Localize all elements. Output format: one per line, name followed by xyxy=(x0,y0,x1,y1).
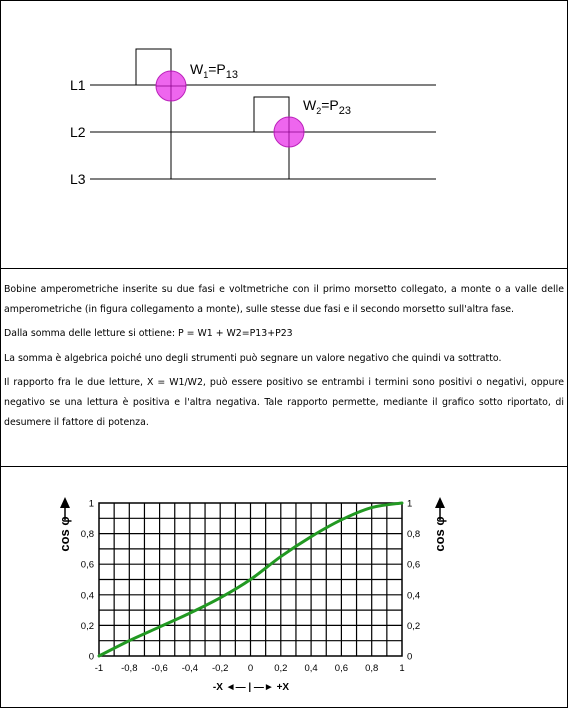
description-text xyxy=(4,280,564,437)
x-tick-label: -0,2 xyxy=(212,663,229,674)
y-tick-label-right: 1 xyxy=(407,498,413,510)
paragraph-sum: Dalla somma delle letture si ottiene: P = W1 + W2=P13+P23 xyxy=(4,328,293,340)
paragraph-coils: Bobine amperometriche inserite su due fasi e voltmetriche con il primo morsetto collegato, a monte o a valle delle amperometriche (in figura collegamento a monte), sulle stesse due fasi e il secondo morsetto sull'altra fase. xyxy=(4,284,564,315)
y-axis-label-left-text: cos φ xyxy=(57,516,72,552)
x-tick-label: 0,2 xyxy=(274,663,288,674)
x-tick-label: 0,4 xyxy=(304,663,318,674)
y-tick-label-right: 0,6 xyxy=(407,559,421,571)
y-tick-label-right: 0,4 xyxy=(407,590,421,602)
paragraph-algebraic: La somma è algebrica poiché uno degli strumenti può segnare un valore negativo che quindi va sottratto. xyxy=(4,352,502,364)
x-tick-label: 0,6 xyxy=(334,663,349,674)
label-l2: L2 xyxy=(70,124,86,140)
label-l3: L3 xyxy=(70,171,86,187)
label-l1: L1 xyxy=(70,77,86,93)
y-tick-label-right: 0,2 xyxy=(407,620,421,632)
wattmeter-1-label: $W_1=P_{13}$ xyxy=(190,61,238,81)
x-tick-label: 1 xyxy=(399,663,405,674)
wattmeter-2-label: $W_2=P_{23}$ xyxy=(303,97,351,117)
y-axis-label-right-text: cos φ xyxy=(432,516,447,552)
x-tick-label: -0,6 xyxy=(151,663,168,674)
y-tick-label-left: 0,4 xyxy=(80,590,94,602)
wattmeter-2-symbol xyxy=(274,117,304,147)
wattmeter-1-symbol xyxy=(156,71,186,101)
y-tick-label-left: 1 xyxy=(88,498,94,510)
x-tick-label: 0,8 xyxy=(365,663,379,674)
divider-bottom xyxy=(0,466,568,467)
y-tick-label-right: 0 xyxy=(407,651,413,663)
x-axis-label: -X ◄— | —► +X xyxy=(212,682,290,693)
y-tick-label-left: 0 xyxy=(88,651,94,663)
divider-top xyxy=(0,268,568,269)
x-tick-label: -1 xyxy=(94,663,104,674)
y-axis-label-left xyxy=(57,516,72,551)
x-tick-label: 0 xyxy=(247,663,254,674)
y-tick-label-left: 0,2 xyxy=(80,620,94,632)
y-tick-label-left: 0,6 xyxy=(80,559,94,571)
y-tick-label-right: 0,8 xyxy=(407,529,421,541)
x-tick-label: -0,8 xyxy=(121,663,138,674)
y-tick-label-left: 0,8 xyxy=(80,529,94,541)
power-factor-chart xyxy=(0,468,568,708)
y-axis-label-right xyxy=(432,516,447,551)
circuit-diagram xyxy=(0,0,568,268)
x-tick-label: -0,4 xyxy=(181,663,199,674)
paragraph-ratio: Il rapporto fra le due letture, X = W1/W2, può essere positivo se entrambi i termini sono positivi o negativi, oppure negativo se una lettura è positiva e l'altra negativa. Tale rapporto permette, mediante il grafico sotto riportato, di desumere il fattore di potenza. xyxy=(4,377,564,428)
